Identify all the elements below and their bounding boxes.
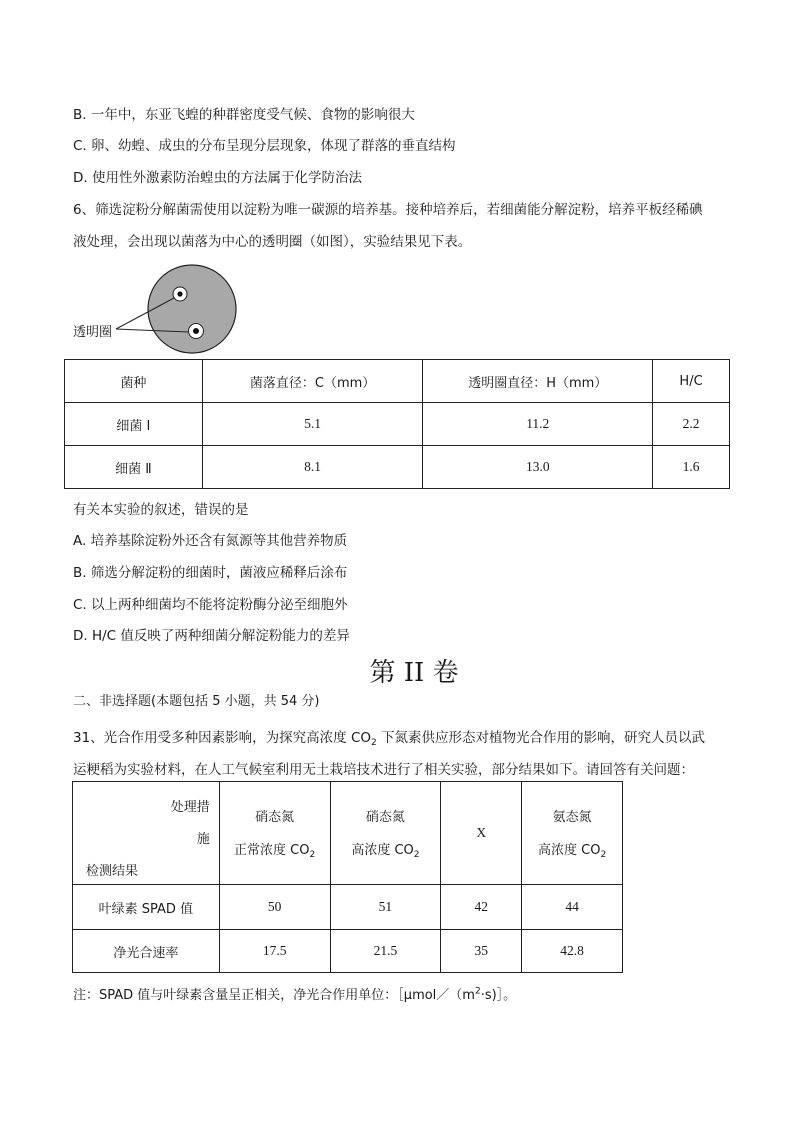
cell-value: 50 bbox=[219, 885, 330, 930]
q31-stem-line1 bbox=[73, 726, 705, 748]
cell-strain: 细菌 Ⅰ bbox=[65, 403, 203, 446]
header-text: 高浓度 CO bbox=[351, 843, 414, 858]
header-line bbox=[220, 839, 330, 860]
q6-stem-line2: 液处理，会出现以菌落为中心的透明圈（如图），实验结果见下表。 bbox=[73, 234, 472, 250]
header-clear-zone-diameter: 透明圈直径：H（mm） bbox=[423, 360, 653, 403]
subscript: 2 bbox=[371, 738, 377, 748]
header-line: 硝态氮 bbox=[365, 810, 405, 825]
cell-colony-diameter: 5.1 bbox=[202, 403, 423, 446]
q6-results-table bbox=[64, 359, 730, 489]
header-line bbox=[331, 839, 441, 860]
cell-metric: 叶绿素 SPAD 值 bbox=[73, 885, 220, 930]
q6-option-a: A. 培养基除淀粉外还含有氮源等其他营养物质 bbox=[73, 533, 348, 549]
header-text: 高浓度 CO bbox=[537, 843, 601, 858]
cell-value: 44 bbox=[522, 885, 623, 930]
q5-option-c: C. 卵、幼蝗、成虫的分布呈现分层现象，体现了群落的垂直结构 bbox=[73, 138, 456, 154]
cell-strain: 细菌 Ⅱ bbox=[65, 446, 203, 489]
header-strain: 菌种 bbox=[65, 360, 203, 403]
table-row bbox=[65, 446, 730, 489]
superscript: 2 bbox=[474, 986, 481, 997]
q5-option-d: D. 使用性外激素防治蝗虫的方法属于化学防治法 bbox=[73, 170, 362, 186]
table-row bbox=[65, 403, 730, 446]
header-ratio: H/C bbox=[653, 360, 730, 403]
corner-header-top1: 处理措 bbox=[170, 800, 210, 815]
q31-results-table bbox=[72, 781, 623, 973]
table-header-row bbox=[65, 360, 730, 403]
petri-dish-figure bbox=[68, 262, 268, 362]
figure-label-clear-zone: 透明圈 bbox=[73, 325, 113, 340]
table-row bbox=[73, 930, 623, 973]
cell-value: 35 bbox=[441, 930, 522, 973]
cell-value: 17.5 bbox=[219, 930, 330, 973]
table-row bbox=[73, 885, 623, 930]
subscript: 2 bbox=[309, 850, 316, 860]
header-ammonium-high bbox=[522, 782, 623, 885]
header-text: 正常浓度 CO bbox=[234, 843, 310, 858]
corner-header bbox=[73, 782, 220, 885]
header-nitrate-high bbox=[330, 782, 441, 885]
cell-clear-zone-diameter: 13.0 bbox=[423, 446, 653, 489]
cell-clear-zone-diameter: 11.2 bbox=[423, 403, 653, 446]
q31-stem-line2: 运粳稻为实验材料，在人工气候室利用无土栽培技术进行了相关实验，部分结果如下。请回答有关问题： bbox=[73, 762, 694, 778]
header-colony-diameter: 菌落直径：C（mm） bbox=[202, 360, 423, 403]
subscript: 2 bbox=[600, 850, 607, 860]
colony-1 bbox=[177, 291, 182, 296]
q6-option-d: D. H/C 值反映了两种细菌分解淀粉能力的差异 bbox=[73, 628, 350, 644]
note-part2: ·s)］。 bbox=[480, 988, 517, 1003]
cell-colony-diameter: 8.1 bbox=[202, 446, 423, 489]
section-title: 第 II 卷 bbox=[369, 658, 459, 688]
table-header-row bbox=[73, 782, 623, 885]
header-line: 硝态氮 bbox=[255, 810, 295, 825]
q31-stem-part2: 下氮素供应形态对植物光合作用的影响，研究人员以武 bbox=[376, 730, 706, 746]
corner-header-top2: 施 bbox=[196, 832, 210, 847]
section-heading: 二、非选择题(本题包括 5 小题，共 54 分) bbox=[73, 694, 320, 709]
petri-dish bbox=[148, 265, 236, 353]
cell-ratio: 1.6 bbox=[653, 446, 730, 489]
header-line bbox=[522, 839, 622, 860]
q6-option-b: B. 筛选分解淀粉的细菌时，菌液应稀释后涂布 bbox=[73, 565, 348, 581]
cell-value: 21.5 bbox=[330, 930, 441, 973]
corner-header-bottom: 检测结果 bbox=[86, 864, 139, 879]
q6-option-c: C. 以上两种细菌均不能将淀粉酶分泌至细胞外 bbox=[73, 597, 348, 613]
q6-question: 有关本实验的叙述，错误的是 bbox=[73, 502, 249, 518]
cell-value: 51 bbox=[330, 885, 441, 930]
q31-note bbox=[73, 984, 516, 1003]
subscript: 2 bbox=[413, 850, 420, 860]
cell-ratio: 2.2 bbox=[653, 403, 730, 446]
header-x: X bbox=[441, 782, 522, 885]
note-part1: 注：SPAD 值与叶绿素含量呈正相关，净光合作用单位：［μmol／（m bbox=[73, 988, 475, 1003]
q31-stem-part1: 31、光合作用受多种因素影响，为探究高浓度 CO bbox=[73, 730, 372, 746]
cell-value: 42 bbox=[441, 885, 522, 930]
colony-2 bbox=[193, 328, 199, 334]
cell-value: 42.8 bbox=[522, 930, 623, 973]
q5-option-b: B. 一年中，东亚飞蝗的种群密度受气候、食物的影响很大 bbox=[73, 107, 415, 123]
header-line: 氨态氮 bbox=[552, 810, 592, 825]
q6-stem-line1: 6、筛选淀粉分解菌需使用以淀粉为唯一碳源的培养基。接种培养后，若细菌能分解淀粉，培养平板经稀碘 bbox=[73, 202, 703, 218]
header-nitrate-normal bbox=[219, 782, 330, 885]
cell-metric: 净光合速率 bbox=[73, 930, 220, 973]
